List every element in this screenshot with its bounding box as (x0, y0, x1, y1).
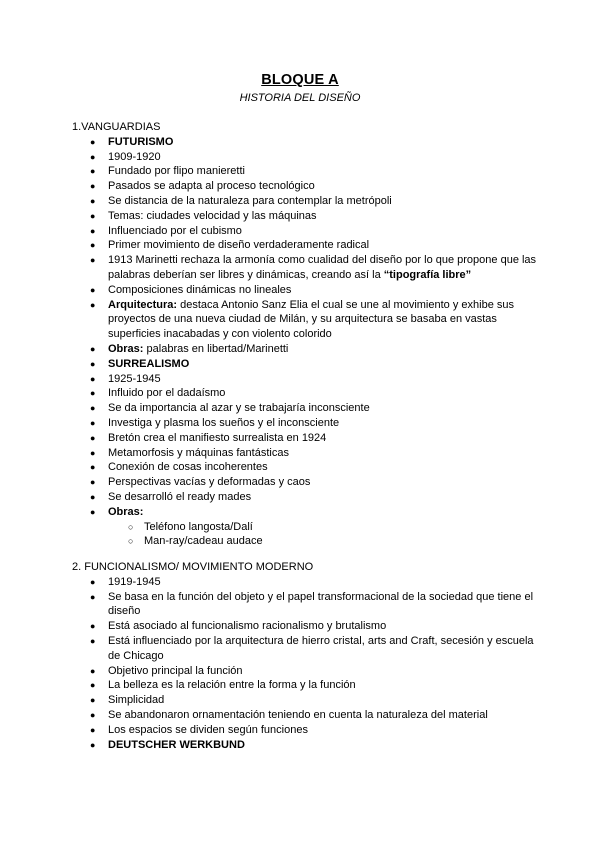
list-item (72, 708, 542, 723)
bullet-icon: ● (90, 166, 96, 177)
sub-item-text: Man-ray/cadeau audace (144, 535, 263, 548)
bullet-icon: ● (90, 739, 96, 750)
bullet-list (72, 575, 542, 753)
list-item (72, 738, 542, 753)
list-item (72, 357, 542, 372)
item-text: Los espacios se dividen según funciones (108, 723, 308, 736)
bullet-icon: ● (90, 240, 96, 251)
item-text: Se abandonaron ornamentación teniendo en cuenta la naturaleza del material (108, 708, 488, 721)
document-title: BLOQUE A (261, 72, 339, 88)
bullet-icon: ● (90, 388, 96, 399)
bullet-icon: ● (90, 680, 96, 691)
list-item (72, 386, 542, 401)
list-item (72, 678, 542, 693)
sub-bullet-list (108, 520, 542, 550)
list-item (72, 460, 542, 475)
sub-list-item (108, 520, 542, 535)
section-funcionalismo (72, 560, 542, 752)
item-text: Está asociado al funcionalismo racionalismo y brutalismo (108, 620, 387, 633)
bullet-icon: ● (90, 462, 96, 473)
list-item (72, 401, 542, 416)
item-bold-text: Obras: (108, 505, 144, 518)
list-item (72, 283, 542, 298)
bullet-icon: ● (90, 491, 96, 502)
bullet-icon: ● (90, 284, 96, 295)
bullet-icon: ● (90, 576, 96, 587)
item-text: La belleza es la relación entre la forma y la función (108, 679, 356, 692)
list-item (72, 342, 542, 357)
bullet-icon: ● (90, 403, 96, 414)
item-text: Influenciado por el cubismo (108, 224, 242, 237)
bullet-icon: ● (90, 621, 96, 632)
item-text: Pasados se adapta al proceso tecnológico (108, 180, 315, 193)
bullet-icon: ● (90, 432, 96, 443)
list-item (72, 446, 542, 461)
list-item (72, 164, 542, 179)
list-item (72, 431, 542, 446)
list-item (72, 194, 542, 209)
item-text: destaca Antonio Sanz Elia el cual se une al movimiento y exhibe sus proyectos de una nueva ciudad de Milán, y su arquitectura se basaba en vastas superficies inacabadas y con violento colorido (108, 298, 514, 341)
item-bold-text: “tipografía libre” (383, 268, 472, 281)
item-text: Influido por el dadaísmo (108, 387, 226, 400)
bullet-icon: ● (90, 343, 96, 354)
list-item (72, 209, 542, 224)
list-item (72, 416, 542, 431)
bullet-icon: ● (90, 195, 96, 206)
list-item (72, 179, 542, 194)
list-item (72, 575, 542, 590)
document-subtitle: HISTORIA DEL DISEÑO (239, 92, 361, 104)
item-text: Conexión de cosas incoherentes (108, 461, 268, 474)
list-item (72, 135, 542, 150)
item-text: Bretón crea el manifiesto surrealista en 1924 (108, 431, 327, 444)
item-text: Fundado por flipo manieretti (108, 165, 245, 178)
item-text: Se basa en la función del objeto y el papel transformacional de la sociedad que tiene el diseño (108, 590, 534, 618)
bullet-icon: ● (90, 136, 96, 147)
bullet-list (72, 135, 542, 549)
bullet-icon: ● (90, 373, 96, 384)
list-item (72, 723, 542, 738)
list-item (72, 224, 542, 239)
bullet-icon: ● (90, 255, 96, 266)
section-vanguardias (72, 120, 542, 549)
bullet-icon: ● (90, 477, 96, 488)
item-text: Metamorfosis y máquinas fantásticas (108, 446, 289, 459)
item-bold-text: Obras: (108, 342, 144, 355)
item-text: 1913 Marinetti rechaza la armonía como cualidad del diseño por lo que propone que las palabras deberían ser libres y dinámicas, creando así la (108, 254, 537, 281)
bullet-icon: ● (90, 181, 96, 192)
section-heading: 1.VANGUARDIAS (72, 121, 161, 133)
item-text: Está influenciado por la arquitectura de hierro cristal, arts and Craft, secesión y escuela de Chicago (108, 634, 534, 662)
list-item (72, 253, 542, 283)
list-item (72, 664, 542, 679)
item-text: Objetivo principal la función (108, 664, 243, 677)
bullet-icon: ● (90, 506, 96, 517)
bullet-icon: ● (90, 665, 96, 676)
list-item (72, 634, 542, 664)
list-item (72, 238, 542, 253)
bullet-icon: ● (90, 299, 96, 310)
list-item (72, 505, 542, 549)
bullet-icon: ● (90, 447, 96, 458)
item-text: Se desarrolló el ready mades (108, 490, 252, 503)
item-text: palabras en libertad/Marinetti (143, 342, 289, 355)
bullet-icon: ● (90, 358, 96, 369)
item-bold-text: Arquitectura: (108, 298, 178, 311)
bullet-icon: ● (90, 417, 96, 428)
list-item (72, 372, 542, 387)
list-item (72, 475, 542, 490)
item-bold-text: DEUTSCHER WERKBUND (108, 738, 245, 751)
item-text: Primer movimiento de diseño verdaderamente radical (108, 239, 370, 252)
list-item (72, 490, 542, 505)
item-text: Se distancia de la naturaleza para contemplar la metrópoli (108, 194, 392, 207)
item-text: 1919-1945 (108, 575, 161, 588)
sub-list-item (108, 534, 542, 549)
item-text: Perspectivas vacías y deformadas y caos (108, 476, 311, 489)
bullet-icon: ● (90, 151, 96, 162)
item-text: 1909-1920 (108, 150, 161, 163)
item-text: Temas: ciudades velocidad y las máquinas (108, 209, 317, 222)
item-bold-text: FUTURISMO (108, 135, 174, 148)
list-item (72, 619, 542, 634)
circle-bullet-icon: ○ (128, 521, 134, 532)
bullet-icon: ● (90, 225, 96, 236)
item-bold-text: SURREALISMO (108, 357, 190, 370)
sub-item-text: Teléfono langosta/Dalí (144, 520, 253, 533)
item-text: Investiga y plasma los sueños y el inconsciente (108, 416, 340, 429)
bullet-icon: ● (90, 724, 96, 735)
item-text: Composiciones dinámicas no lineales (108, 283, 292, 296)
list-item (72, 150, 542, 165)
bullet-icon: ● (90, 635, 96, 646)
item-text: 1925-1945 (108, 372, 161, 385)
bullet-icon: ● (90, 709, 96, 720)
item-text: Se da importancia al azar y se trabajaría inconsciente (108, 402, 370, 415)
list-item (72, 298, 542, 342)
circle-bullet-icon: ○ (128, 536, 134, 547)
bullet-icon: ● (90, 695, 96, 706)
list-item (72, 590, 542, 620)
item-text: Simplicidad (108, 694, 165, 707)
bullet-icon: ● (90, 591, 96, 602)
section-heading: 2. FUNCIONALISMO/ MOVIMIENTO MODERNO (72, 561, 314, 573)
bullet-icon: ● (90, 210, 96, 221)
list-item (72, 693, 542, 708)
